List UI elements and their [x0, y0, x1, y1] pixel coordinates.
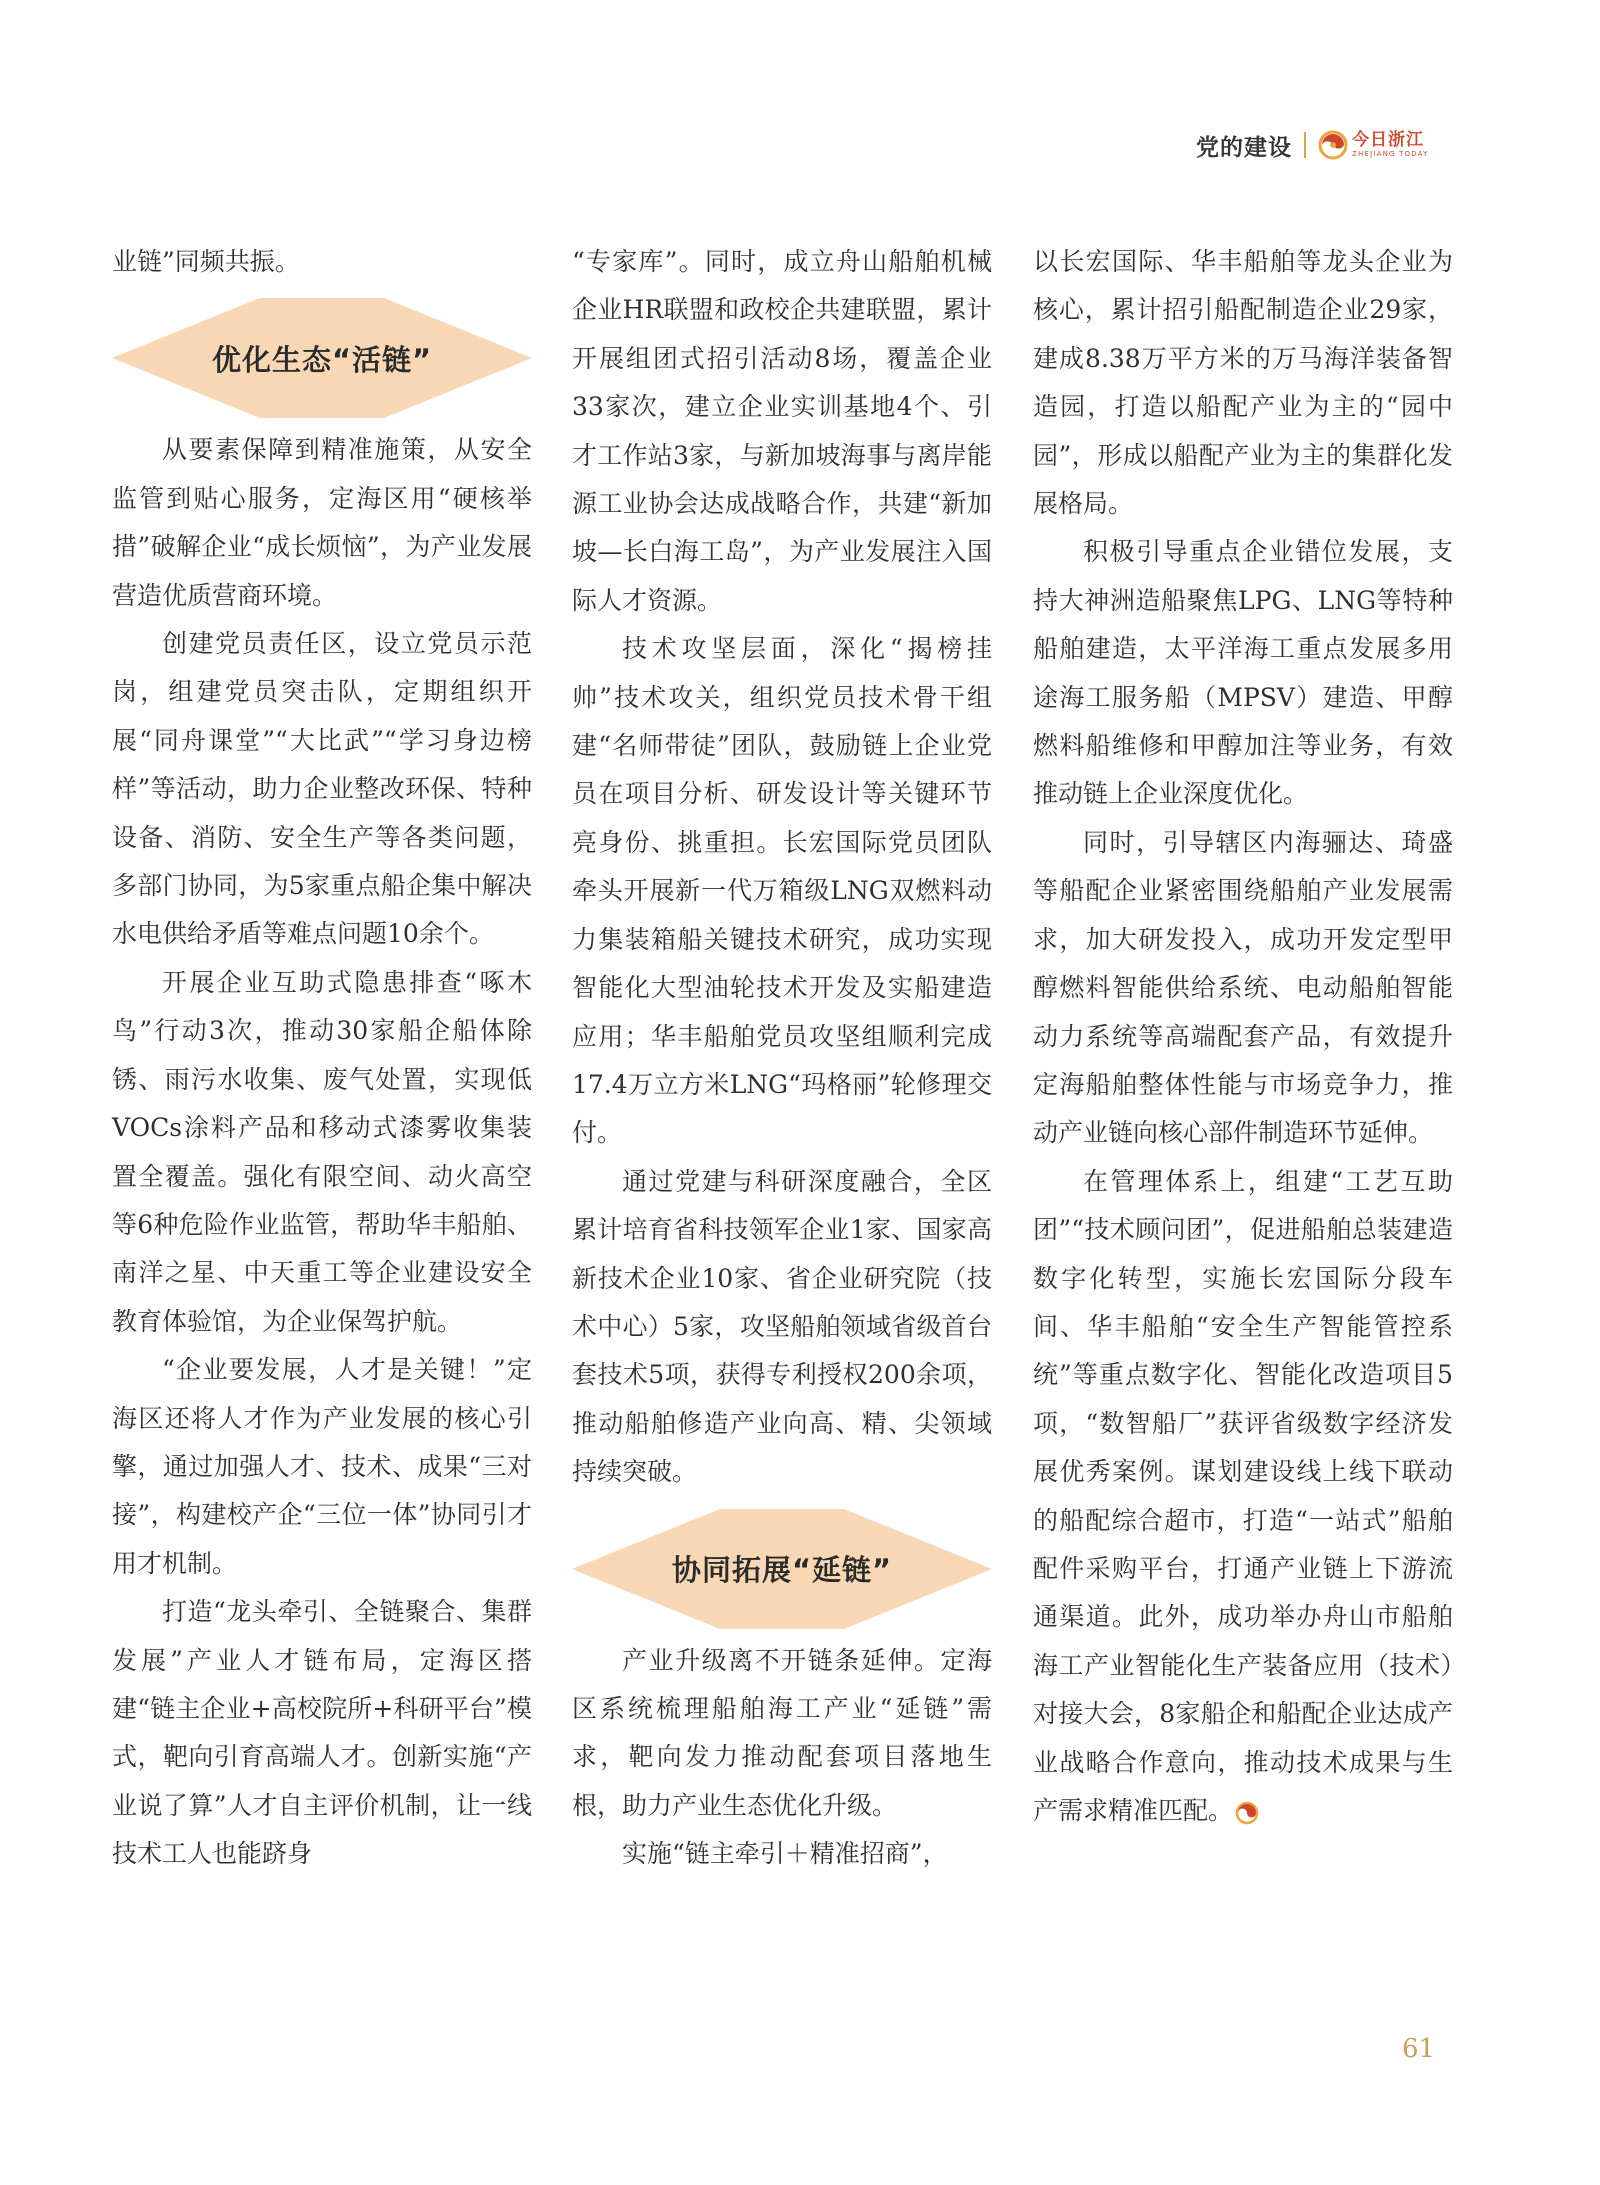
- paragraph: 开展企业互助式隐患排查“啄木鸟”行动3次，推动30家船企船体除锈、雨污水收集、废气处置，实现低VOCs涂料产品和移动式漆雾收集装置全覆盖。强化有限空间、动火高空等6种危险作业监管，帮助华丰船舶、南洋之星、中天重工等企业建设安全教育体验馆，为企业保驾护航。: [112, 967, 532, 1336]
- section-banner: [572, 1509, 992, 1629]
- end-mark-icon: [1235, 1801, 1259, 1825]
- section-banner: [112, 298, 532, 418]
- paragraph: 从要素保障到精准施策，从安全监管到贴心服务，定海区用“硬核举措”破解企业“成长烦恼”，为产业发展营造优质营商环境。: [112, 435, 532, 610]
- section-heading: 协同拓展“延链”: [671, 1553, 893, 1588]
- header-divider: [1304, 132, 1306, 158]
- paragraph: 技术攻坚层面，深化“揭榜挂帅”技术攻关，组织党员技术骨干组建“名师带徒”团队，鼓励链上企业党员在项目分析、研发设计等关键环节亮身份、挑重担。长宏国际党员团队牵头开展新一代万箱级LNG双燃料动力集装箱船关键技术研究，成功实现智能化大型油轮技术开发及实船建造应用；华丰船舶党员攻坚组顺利完成17.4万立方米LNG“玛格丽”轮修理交付。: [572, 634, 992, 1148]
- text-column-1: [112, 238, 532, 1879]
- text-column-3: [1033, 238, 1453, 1835]
- text-column-2: [572, 238, 992, 1879]
- section-heading: 优化生态“活链”: [211, 342, 433, 377]
- paragraph-text: 在管理体系上，组建“工艺互助团”“技术顾问团”，促进船舶总装建造数字化转型，实施长宏国际分段车间、华丰船舶“安全生产智能管控系统”等重点数字化、智能化改造项目5项，“数智船厂”获评省级数字经济发展优秀案例。谋划建设线上线下联动的船配综合超市，打造“一站式”船舶配件采购平台，打通产业链上下游流通渠道。此外，成功举办舟山市船舶海工产业智能化生产装备应用（技术）对接大会，8家船企和船配企业达成产业战略合作意向，推动技术成果与生产需求精准匹配。: [1033, 1166, 1453, 1825]
- paragraph: [1033, 1158, 1453, 1836]
- magazine-logo: [1318, 130, 1429, 160]
- paragraph: 业链”同频共振。: [112, 247, 300, 276]
- paragraph: 实施“链主牵引＋精准招商”，: [622, 1839, 948, 1869]
- paragraph: 通过党建与科研深度融合，全区累计培育省科技领军企业1家、国家高新技术企业10家、省企业研究院（技术中心）5家，攻坚船舶领域省级首台套技术5项，获得专利授权200余项，推动船舶修造产业向高、精、尖领域持续突破。: [572, 1166, 992, 1487]
- logo-text: 今日浙江: [1352, 130, 1424, 150]
- paragraph: 打造“龙头牵引、全链聚合、集群发展”产业人才链布局，定海区搭建“链主企业+高校院所+科研平台”模式，靶向引育高端人才。创新实施“产业说了算”人才自主评价机制，让一线技术工人也能跻身: [112, 1597, 532, 1869]
- logo-subtext: ZHEJIANG TODAY: [1352, 150, 1429, 158]
- page-header: [1196, 128, 1429, 162]
- section-label: 党的建设: [1196, 134, 1292, 161]
- paragraph: 同时，引导辖区内海骊达、琦盛等船配企业紧密围绕船舶产业发展需求，加大研发投入，成功开发定型甲醇燃料智能供给系统、电动船舶智能动力系统等高端配套产品，有效提升定海船舶整体性能与市场竞争力，推动产业链向核心部件制造环节延伸。: [1033, 827, 1453, 1148]
- paragraph: 积极引导重点企业错位发展，支持大神洲造船聚焦LPG、LNG等特种船舶建造，太平洋海工重点发展多用途海工服务船（MPSV）建造、甲醇燃料船维修和甲醇加注等业务，有效推动链上企业深度优化。: [1033, 537, 1453, 809]
- page-number: 61: [1402, 2034, 1436, 2064]
- paragraph: 产业升级离不开链条延伸。定海区系统梳理船舶海工产业“延链”需求，靶向发力推动配套项目落地生根，助力产业生态优化升级。: [572, 1645, 992, 1820]
- paragraph: 以长宏国际、华丰船舶等龙头企业为核心，累计招引船配制造企业29家，建成8.38万平方米的万马海洋装备智造园，打造以船配产业为主的“园中园”，形成以船配产业为主的集群化发展格局。: [1033, 247, 1453, 519]
- logo-swirl-icon: [1318, 130, 1348, 160]
- paragraph: “专家库”。同时，成立舟山船舶机械企业HR联盟和政校企共建联盟，累计开展组团式招引活动8场，覆盖企业33家次，建立企业实训基地4个、引才工作站3家，与新加坡海事与离岸能源工业协会达成战略合作，共建“新加坡—长白海工岛”，为产业发展注入国际人才资源。: [572, 247, 992, 615]
- paragraph: 创建党员责任区，设立党员示范岗，组建党员突击队，定期组织开展“同舟课堂”“大比武”“学习身边榜样”等活动，助力企业整改环保、特种设备、消防、安全生产等各类问题，多部门协同，为5家重点船企集中解决水电供给矛盾等难点问题10余个。: [112, 629, 532, 949]
- paragraph: “企业要发展，人才是关键！”定海区还将人才作为产业发展的核心引擎，通过加强人才、技术、成果“三对接”，构建校产企“三位一体”协同引才用才机制。: [112, 1355, 532, 1578]
